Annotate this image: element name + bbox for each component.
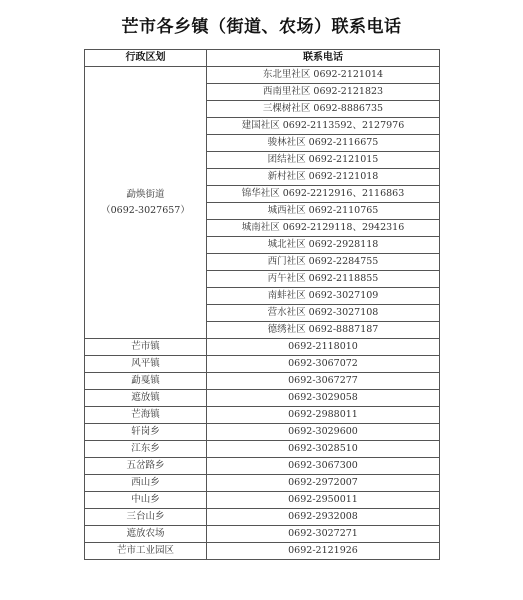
community-phone-cell: 新村社区 0692-2121018 — [207, 169, 440, 186]
street-phone: （0692-3027657） — [101, 204, 190, 216]
table-row — [85, 526, 440, 543]
phone-cell: 0692-3029600 — [207, 424, 440, 441]
table-row — [85, 407, 440, 424]
region-cell: 芒市工业园区 — [85, 543, 207, 560]
phone-cell: 0692-3028510 — [207, 441, 440, 458]
community-phone-cell: 城北社区 0692-2928118 — [207, 237, 440, 254]
table-row — [85, 475, 440, 492]
table-row — [85, 509, 440, 526]
table-header-row — [85, 50, 440, 67]
region-cell: 西山乡 — [85, 475, 207, 492]
table-row — [85, 373, 440, 390]
community-phone-cell: 城南社区 0692-2129118、2942316 — [207, 220, 440, 237]
phone-cell: 0692-2988011 — [207, 407, 440, 424]
region-cell: 遮放镇 — [85, 390, 207, 407]
phone-cell: 0692-3067300 — [207, 458, 440, 475]
region-cell: 江东乡 — [85, 441, 207, 458]
community-phone-cell: 南蚌社区 0692-3027109 — [207, 288, 440, 305]
region-cell: 中山乡 — [85, 492, 207, 509]
phone-cell: 0692-2118010 — [207, 339, 440, 356]
community-phone-cell: 丙午社区 0692-2118855 — [207, 271, 440, 288]
table-row — [85, 492, 440, 509]
region-cell: 五岔路乡 — [85, 458, 207, 475]
table-row — [85, 458, 440, 475]
table-row — [85, 356, 440, 373]
community-phone-cell: 德绣社区 0692-8887187 — [207, 322, 440, 339]
community-phone-cell: 三棵树社区 0692-8886735 — [207, 101, 440, 118]
table-row — [85, 441, 440, 458]
phone-cell: 0692-2932008 — [207, 509, 440, 526]
phone-cell: 0692-3029058 — [207, 390, 440, 407]
street-name: 勐焕街道 — [126, 188, 165, 200]
community-phone-cell: 骏林社区 0692-2116675 — [207, 135, 440, 152]
region-cell: 芒市镇 — [85, 339, 207, 356]
street-cell — [85, 67, 207, 339]
phone-cell: 0692-2950011 — [207, 492, 440, 509]
phone-cell: 0692-2121926 — [207, 543, 440, 560]
header-phone: 联系电话 — [207, 50, 440, 67]
table-row — [85, 339, 440, 356]
region-cell: 风平镇 — [85, 356, 207, 373]
phone-cell: 0692-3027271 — [207, 526, 440, 543]
table-row — [85, 67, 440, 84]
region-cell: 芒海镇 — [85, 407, 207, 424]
community-phone-cell: 西南里社区 0692-2121823 — [207, 84, 440, 101]
table-row — [85, 424, 440, 441]
community-phone-cell: 西门社区 0692-2284755 — [207, 254, 440, 271]
community-phone-cell: 团结社区 0692-2121015 — [207, 152, 440, 169]
table-row — [85, 390, 440, 407]
region-cell: 轩岗乡 — [85, 424, 207, 441]
header-region: 行政区划 — [85, 50, 207, 67]
phone-cell: 0692-3067277 — [207, 373, 440, 390]
community-phone-cell: 建国社区 0692-2113592、2127976 — [207, 118, 440, 135]
phone-cell: 0692-2972007 — [207, 475, 440, 492]
community-phone-cell: 锦华社区 0692-2212916、2116863 — [207, 186, 440, 203]
phone-cell: 0692-3067072 — [207, 356, 440, 373]
contact-table — [84, 49, 440, 560]
community-phone-cell: 城西社区 0692-2110765 — [207, 203, 440, 220]
region-cell: 三台山乡 — [85, 509, 207, 526]
community-phone-cell: 东北里社区 0692-2121014 — [207, 67, 440, 84]
page-title: 芒市各乡镇（街道、农场）联系电话 — [121, 17, 402, 37]
region-cell: 勐戛镇 — [85, 373, 207, 390]
region-cell: 遮放农场 — [85, 526, 207, 543]
community-phone-cell: 营水社区 0692-3027108 — [207, 305, 440, 322]
table-row — [85, 543, 440, 560]
